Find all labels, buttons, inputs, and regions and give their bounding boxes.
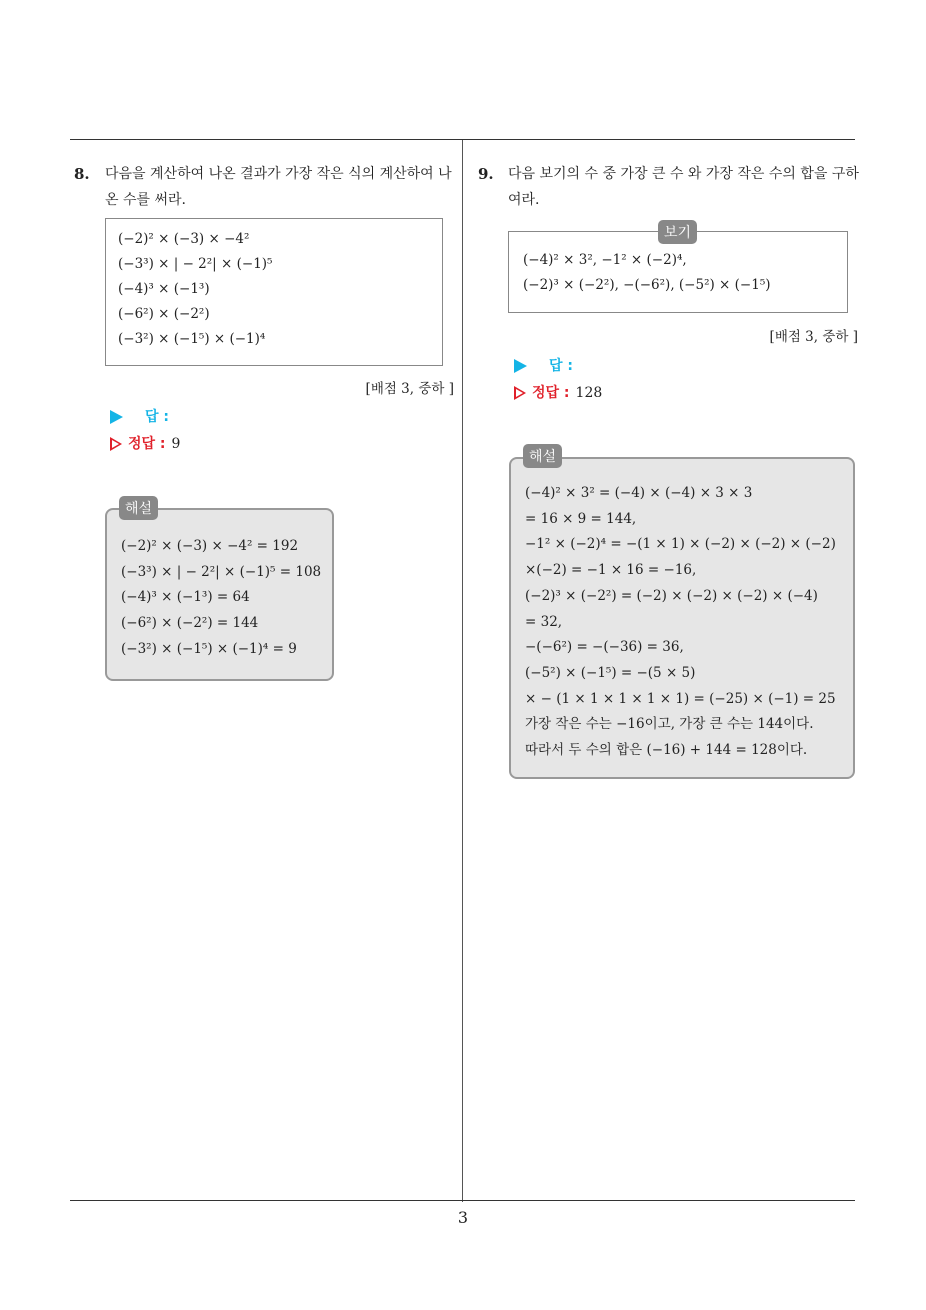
q9-answer-row[interactable] [514, 355, 573, 375]
q9-sol-2: = 16 × 9 = 144, [525, 510, 637, 527]
q9-sol-6: = 32, [525, 613, 563, 630]
q8-expr-1: (−2)² × (−3) × −4² [118, 231, 250, 247]
outline-triangle-icon [110, 437, 122, 451]
q8-expression-box [105, 218, 443, 366]
q8-score: [배점 3, 중하 ] [365, 381, 454, 397]
bottom-rule [70, 1200, 855, 1201]
play-icon [514, 359, 527, 373]
q9-correct-label: 정답 : [532, 385, 570, 401]
play-icon [110, 410, 123, 424]
q8-expr-2: (−3³) × | − 2²| × (−1)⁵ [118, 256, 273, 272]
q9-solution-box [509, 457, 855, 779]
q9-sol-3: −1² × (−2)⁴ = −(1 × 1) × (−2) × (−2) × (−2) [525, 536, 836, 553]
q9-correct-value: 128 [575, 385, 603, 401]
q8-answer-row[interactable] [110, 406, 169, 426]
q8-sol-4: (−6²) × (−2²) = 144 [121, 615, 259, 632]
column-divider [462, 140, 463, 1202]
q9-sol-11: 따라서 두 수의 합은 (−16) + 144 = 128이다. [525, 742, 808, 759]
q8-sol-1: (−2)² × (−3) × −4² = 192 [121, 538, 299, 554]
page-number: 3 [457, 1208, 469, 1227]
q9-correct-row [514, 382, 602, 402]
q8-solution-box [105, 508, 334, 681]
q9-score: [배점 3, 중하 ] [769, 329, 858, 345]
q8-sol-2: (−3³) × | − 2²| × (−1)⁵ = 108 [121, 563, 322, 580]
q8-expr-5: (−3²) × (−1⁵) × (−1)⁴ [118, 331, 266, 347]
q8-text: 다음을 계산하여 나온 결과가 가장 작은 식의 계산하여 나온 수를 써라. [105, 166, 452, 208]
q8-number: 8. [74, 165, 90, 183]
q9-sol-8: (−5²) × (−1⁵) = −(5 × 5) [525, 664, 696, 681]
q9-answer-label: 답 : [549, 358, 573, 374]
q8-correct-value: 9 [171, 436, 181, 452]
q9-solution-tag: 해설 [523, 444, 562, 468]
q9-example-tag: 보기 [658, 220, 697, 244]
q8-solution-tag: 해설 [119, 496, 158, 520]
q8-expr-4: (−6²) × (−2²) [118, 306, 210, 322]
q9-example-1: (−4)² × 3², −1² × (−2)⁴, [523, 252, 687, 268]
q9-sol-4: ×(−2) = −1 × 16 = −16, [525, 562, 697, 579]
outline-triangle-icon [514, 386, 526, 400]
q9-text: 다음 보기의 수 중 가장 큰 수 와 가장 작은 수의 합을 구하여라. [508, 166, 859, 208]
q8-answer-label: 답 : [145, 409, 169, 425]
q9-sol-1: (−4)² × 3² = (−4) × (−4) × 3 × 3 [525, 485, 753, 501]
q8-sol-3: (−4)³ × (−1³) = 64 [121, 589, 250, 606]
q9-number: 9. [478, 165, 494, 183]
q8-expr-3: (−4)³ × (−1³) [118, 281, 210, 297]
q9-sol-9: × − (1 × 1 × 1 × 1 × 1) = (−25) × (−1) = 25 [525, 690, 836, 707]
q9-example-2: (−2)³ × (−2²), −(−6²), (−5²) × (−1⁵) [523, 277, 771, 293]
q8-correct-row [110, 433, 180, 453]
q9-sol-7: −(−6²) = −(−36) = 36, [525, 639, 684, 656]
q9-sol-5: (−2)³ × (−2²) = (−2) × (−2) × (−2) × (−4) [525, 587, 818, 604]
q9-sol-10: 가장 작은 수는 −16이고, 가장 큰 수는 144이다. [525, 716, 814, 733]
q8-correct-label: 정답 : [128, 436, 166, 452]
q8-sol-5: (−3²) × (−1⁵) × (−1)⁴ = 9 [121, 640, 297, 657]
